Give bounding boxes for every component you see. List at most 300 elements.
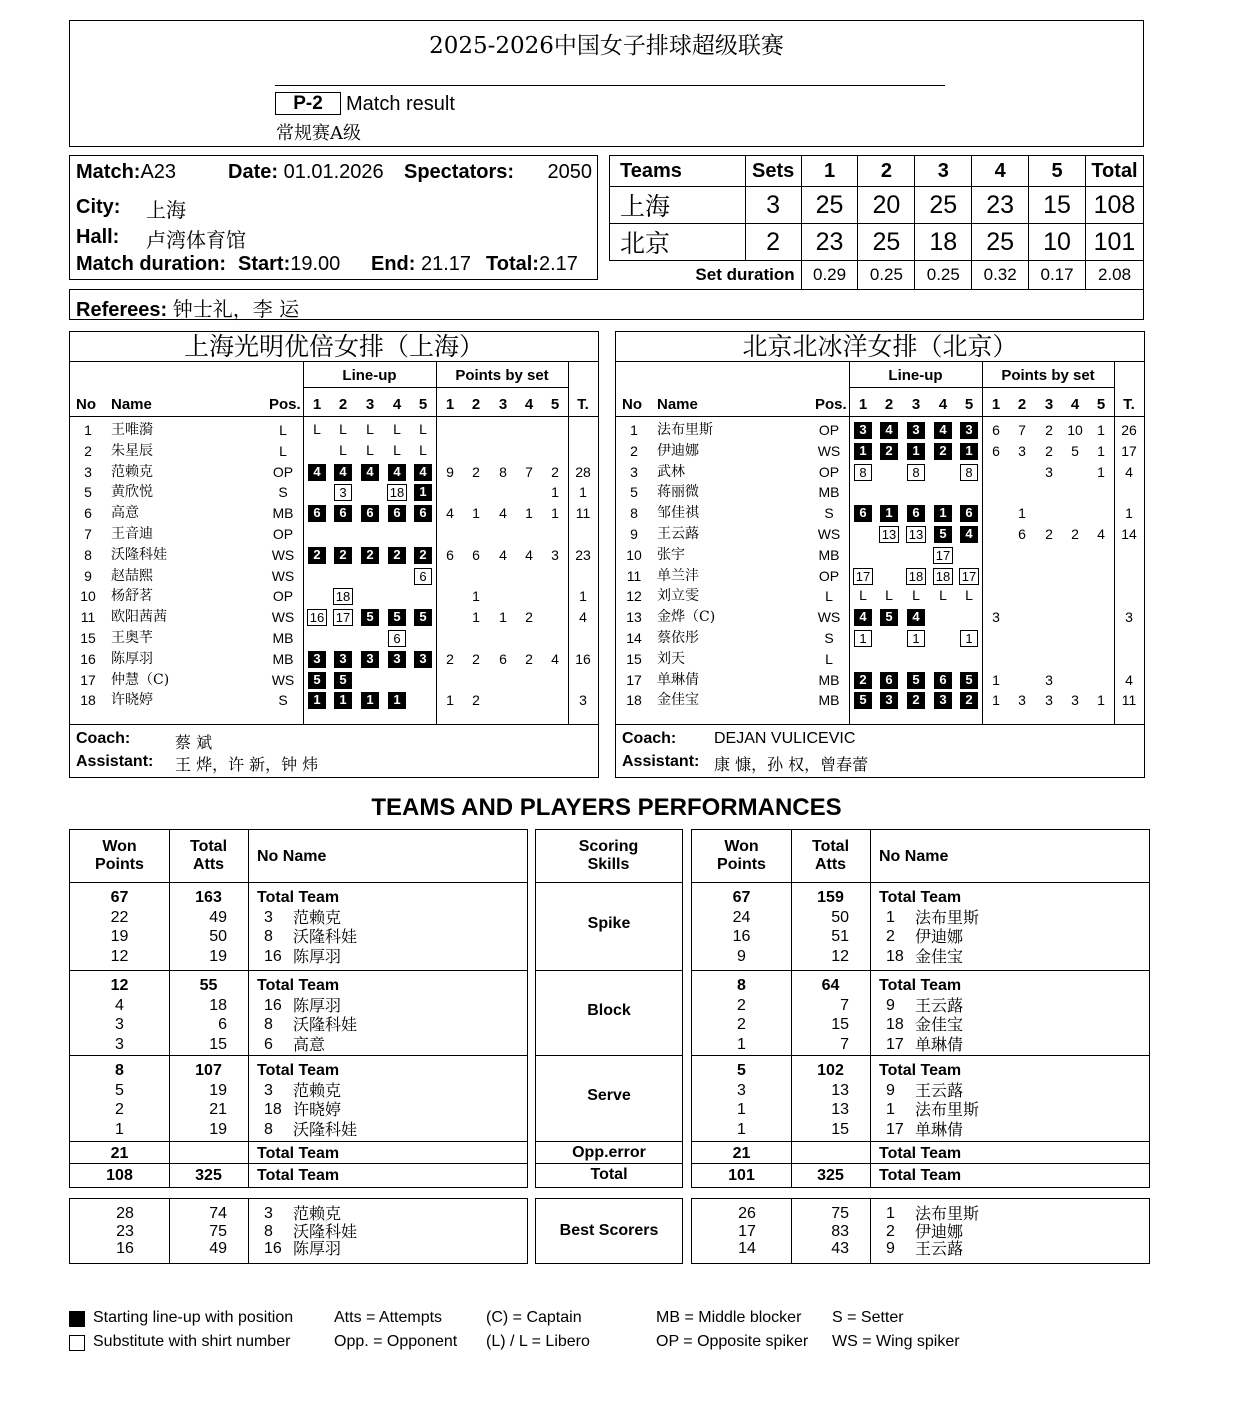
lineup-set-2: 13: [879, 526, 899, 543]
set-1-header: 1: [801, 156, 858, 187]
best-points: 23: [116, 1222, 134, 1240]
best-atts: 43: [831, 1240, 849, 1257]
player-position: S: [824, 630, 834, 646]
best-atts: 75: [209, 1222, 227, 1240]
name-header: No Name: [257, 848, 327, 865]
player-number: 18: [626, 692, 642, 709]
player-number: 3: [630, 463, 638, 480]
total-team-label: Total Team: [879, 977, 962, 994]
player-number: 17: [80, 671, 96, 688]
points-total: 26: [1121, 422, 1137, 438]
lineup-set-1: 3: [854, 422, 872, 439]
skills-table: [535, 829, 683, 1188]
lineup-set-3: 2: [907, 692, 925, 709]
points-set-4: 4: [525, 546, 533, 563]
player-position: L: [279, 422, 287, 438]
home-set-5: 15: [1029, 187, 1086, 224]
lineup-set-2: 2: [334, 547, 352, 564]
lineup-set-4: 17: [933, 547, 953, 564]
player-number: 14: [626, 630, 642, 646]
best-atts: 49: [209, 1240, 227, 1257]
row-rule: [536, 1163, 682, 1164]
lineup-set-2: 3: [880, 692, 898, 709]
row-rule: [536, 1141, 682, 1142]
player-position: S: [824, 505, 834, 522]
points-set-5: 1: [1097, 422, 1105, 438]
row-rule: [692, 1055, 1149, 1056]
lineup-set-4: 4: [388, 464, 406, 481]
lineup-set-1-header: 1: [312, 396, 322, 413]
perf-player-number: 17: [886, 1035, 904, 1053]
player-name: 高意: [111, 505, 139, 522]
legend-captain: (C) = Captain: [486, 1309, 582, 1326]
assistant-names: 王 烨，许 新，钟 炜: [175, 755, 319, 774]
referees-names: 钟士礼，李 运: [172, 297, 300, 321]
points-set-3: 1: [499, 609, 507, 626]
total-atts: 163: [195, 889, 222, 906]
set-5-duration: 0.17: [1029, 261, 1086, 290]
player-name: 王音迪: [111, 526, 153, 542]
away-performance-table: [691, 829, 1150, 1188]
perf-player-name: 许晓婷: [293, 1100, 342, 1119]
points-total: 4: [1125, 463, 1133, 480]
player-name: 武林: [657, 463, 685, 480]
team-title: 北京北冰洋女排（北京）: [616, 332, 1144, 362]
points-set-5: 1: [1097, 442, 1105, 459]
best-points: 16: [116, 1240, 134, 1257]
best-player-name: 伊迪娜: [915, 1221, 964, 1241]
total-atts: 64: [821, 977, 840, 994]
league-title: 2025-2026中国女子排球超级联赛: [429, 33, 784, 59]
lineup-set-5: 6: [960, 505, 978, 522]
lineup-set-2: 5: [334, 672, 352, 689]
player-position: OP: [818, 567, 840, 584]
header-rule: [616, 416, 1144, 417]
lineup-set-5: 1: [960, 443, 978, 460]
player-number: 8: [84, 546, 92, 563]
lineup-set-5-header: 5: [418, 396, 428, 413]
perf-player-number: 3: [264, 1081, 273, 1099]
header-rule: [275, 85, 945, 86]
total-atts: 13: [831, 1101, 849, 1118]
player-number: 5: [630, 484, 638, 501]
home-set-4: 23: [972, 187, 1029, 224]
match-date: 01.01.2026: [283, 161, 384, 183]
lineup-set-3: 6: [907, 505, 925, 522]
player-number: 11: [80, 609, 96, 626]
points-set-2: 1: [1018, 505, 1026, 522]
won-points: 5: [115, 1081, 124, 1099]
spectators-count: 2050: [547, 161, 592, 183]
player-position: WS: [817, 442, 841, 459]
home-team: 上海: [610, 187, 746, 224]
points-set-3-header: 3: [498, 396, 508, 413]
col-divider: [248, 830, 249, 1187]
player-number: 15: [626, 650, 642, 667]
best-atts: 74: [209, 1205, 227, 1222]
player-position: S: [278, 692, 288, 709]
points-set-4: 2: [525, 650, 533, 667]
player-name: 沃隆科娃: [111, 546, 167, 563]
points-set-2: 2: [472, 692, 480, 709]
lineup-set-1: 1: [308, 692, 326, 709]
lineup-set-2: 4: [334, 464, 352, 481]
lineup-set-3: 8: [907, 464, 925, 481]
lineup-set-1: 1: [854, 630, 872, 647]
lineup-set-3: 3: [907, 422, 925, 439]
won-points: 4: [115, 996, 124, 1014]
best-atts: 75: [831, 1205, 849, 1222]
coach-rule: [70, 724, 598, 725]
total-team-label: Total Team: [879, 1062, 962, 1079]
player-position: MB: [818, 692, 840, 709]
player-name: 王云蕗: [657, 526, 699, 542]
lineup-set-5: 8: [960, 464, 978, 481]
row-rule: [536, 1055, 682, 1056]
player-position: MB: [818, 546, 840, 563]
player-position: OP: [272, 463, 294, 480]
player-position: WS: [817, 526, 841, 542]
total-label: Total:: [486, 253, 539, 275]
lineup-set-2: 3: [334, 651, 352, 668]
set-5-header: 5: [1029, 156, 1086, 187]
points-total: 1: [579, 484, 587, 501]
date-label: Date:: [228, 161, 279, 183]
total-atts: 15: [831, 1016, 849, 1033]
player-number: 8: [630, 505, 638, 522]
lineup-set-5: 1: [414, 484, 432, 501]
points-total: 28: [575, 463, 591, 480]
lineup-set-1: 17: [853, 568, 873, 585]
perf-player-name: 法布里斯: [915, 1100, 980, 1119]
name-header: Name: [657, 396, 698, 413]
assistant-label: Assistant:: [622, 753, 700, 770]
player-position: L: [825, 588, 833, 605]
points-set-3: 6: [499, 650, 507, 667]
perf-player-number: 9: [886, 996, 895, 1014]
hall-label: Hall:: [76, 226, 120, 248]
total-atts: 55: [199, 977, 218, 994]
lineup-set-4: 6: [934, 672, 952, 689]
total-atts: 6: [218, 1016, 227, 1033]
opp-error-points: 21: [732, 1145, 751, 1162]
player-number: 18: [80, 692, 96, 709]
player-name: 单兰沣: [657, 567, 699, 584]
won-points: 3: [737, 1081, 746, 1099]
perf-player-number: 2: [886, 928, 895, 945]
perf-player-name: 王云蕗: [915, 995, 964, 1015]
lineup-set-3: 5: [907, 672, 925, 689]
points-set-5: 4: [551, 650, 559, 667]
set-1-duration: 0.29: [801, 261, 858, 290]
col-divider: [248, 1199, 249, 1263]
skill-block: Block: [587, 1001, 631, 1019]
set-2-header: 2: [858, 156, 915, 187]
coach-name: DEJAN VULICEVIC: [714, 730, 856, 747]
lineup-set-2: 3: [334, 484, 352, 501]
total-header: Total: [1085, 156, 1143, 187]
total-atts: 107: [195, 1062, 222, 1079]
coach-rule: [616, 724, 1144, 725]
set-4-header: 4: [972, 156, 1029, 187]
lineup-set-3: L: [912, 587, 920, 604]
won-points: 1: [737, 1035, 746, 1053]
points-set-1: 2: [446, 650, 454, 667]
points-set-3: 2: [1045, 526, 1053, 542]
lineup-set-4: 6: [388, 505, 406, 522]
city-value: 上海: [146, 198, 186, 222]
best-points: 26: [738, 1205, 756, 1222]
lineup-set-4-header: 4: [938, 396, 948, 413]
lineup-set-4: 1: [934, 505, 952, 522]
points-total: 23: [575, 546, 591, 563]
set-3-duration: 0.25: [915, 261, 972, 290]
assistant-names: 康 慷，孙 权，曾春蕾: [714, 755, 869, 774]
total-team-label: Total Team: [257, 889, 340, 906]
skill-spike: Spike: [587, 915, 631, 932]
col-divider: [870, 1199, 871, 1263]
lineup-set-4: L: [939, 587, 947, 604]
lineup-set-5: 4: [414, 464, 432, 481]
points-total: 3: [1125, 609, 1133, 626]
name-header: No Name: [879, 848, 949, 865]
away-sets: 2: [745, 224, 801, 261]
won-points: 5: [737, 1062, 746, 1079]
points-set-1-header: 1: [445, 396, 455, 413]
lineup-set-5: 17: [959, 568, 979, 585]
player-number: 11: [626, 567, 642, 584]
won-points: 2: [737, 996, 746, 1014]
col-divider: [870, 830, 871, 1187]
lineup-set-4: 3: [934, 692, 952, 709]
player-number: 9: [84, 567, 92, 584]
perf-player-number: 18: [886, 1016, 904, 1033]
perf-player-number: 8: [264, 928, 273, 945]
lineup-set-4: 5: [388, 609, 406, 626]
best-scorers-label-box: [535, 1198, 683, 1264]
legend-setter: S = Setter: [832, 1309, 904, 1326]
perf-player-name: 单琳倩: [915, 1119, 964, 1139]
total-label: Total Team: [879, 1167, 962, 1184]
set-3-header: 3: [915, 156, 972, 187]
perf-player-name: 范赖克: [293, 907, 342, 927]
player-number: 6: [84, 505, 92, 522]
best-player-name: 沃隆科娃: [293, 1221, 358, 1241]
total-atts: 21: [209, 1101, 227, 1118]
player-name: 王唯漪: [111, 422, 153, 438]
skill-serve: Serve: [587, 1087, 631, 1104]
points-set-2: 1: [472, 588, 480, 605]
lineup-set-4: 18: [387, 484, 407, 501]
lineup-set-2: 6: [880, 672, 898, 689]
player-number: 10: [626, 546, 642, 563]
won-header-1: Won: [724, 838, 759, 855]
total-atts: 102: [817, 1062, 844, 1079]
player-name: 金佳宝: [657, 692, 699, 709]
lineup-set-2: 1: [334, 692, 352, 709]
player-name: 朱星辰: [111, 442, 153, 459]
starting-square-icon: [69, 1311, 85, 1327]
player-name: 单琳倩: [657, 671, 699, 688]
player-position: WS: [817, 609, 841, 626]
best-player-name: 范赖克: [293, 1204, 342, 1223]
total-attempts: 325: [195, 1167, 222, 1184]
player-name: 蔡依彤: [657, 630, 699, 646]
points-set-3: 4: [499, 505, 507, 522]
player-number: 10: [80, 588, 96, 605]
total-atts: 159: [817, 889, 844, 906]
perf-player-number: 16: [264, 947, 282, 965]
legend-atts: Atts = Attempts: [334, 1309, 443, 1326]
points-set-4: 2: [1071, 526, 1079, 542]
player-name: 杨舒茗: [111, 588, 153, 605]
points-total: 4: [1125, 671, 1133, 688]
lineup-set-2: 17: [333, 609, 353, 626]
perf-player-number: 16: [264, 996, 282, 1014]
points-set-3: 4: [499, 546, 507, 563]
total-atts: 19: [209, 947, 227, 965]
lineup-set-3: 13: [906, 526, 926, 543]
points-total: 1: [579, 588, 587, 605]
points-set-1-header: 1: [991, 396, 1001, 413]
lineup-set-3: 3: [361, 651, 379, 668]
lineup-set-3: 6: [361, 505, 379, 522]
perf-player-name: 陈厚羽: [293, 946, 342, 966]
phase: 常规赛A级: [276, 123, 361, 144]
points-set-4: 5: [1071, 442, 1079, 459]
perf-player-name: 沃隆科娃: [293, 1119, 358, 1139]
total-atts: 18: [209, 996, 227, 1014]
player-position: MB: [272, 505, 294, 522]
team-title: 上海光明优倍女排（上海）: [70, 332, 598, 362]
row-rule: [692, 882, 1149, 883]
points-set-1: 4: [446, 505, 454, 522]
points-set-5: 2: [551, 463, 559, 480]
points-set-5: 1: [1097, 692, 1105, 709]
player-number: 9: [630, 526, 638, 542]
lineup-set-3: 1: [907, 443, 925, 460]
lineup-set-2-header: 2: [884, 396, 894, 413]
start-label: Start:: [238, 253, 291, 275]
points-set-5: 3: [551, 546, 559, 563]
perf-player-number: 1: [886, 908, 895, 926]
best-player-name: 法布里斯: [915, 1204, 980, 1223]
atts-header-1: Total: [811, 838, 850, 855]
teams-header: Teams: [610, 156, 746, 187]
atts-header-2: Atts: [192, 856, 225, 873]
points-set-5: 1: [551, 484, 559, 501]
points-set-4: 1: [525, 505, 533, 522]
player-position: L: [279, 442, 287, 459]
points-total-header: T.: [1123, 396, 1135, 413]
total-atts: 50: [209, 928, 227, 945]
city-label: City:: [76, 196, 121, 218]
legend-ws: WS = Wing spiker: [832, 1333, 960, 1350]
no-header: No: [76, 396, 96, 413]
player-name: 刘立雯: [657, 588, 699, 605]
won-points: 9: [737, 947, 746, 965]
name-header: Name: [111, 396, 152, 413]
won-points: 67: [732, 889, 751, 906]
won-points: 24: [732, 908, 751, 926]
lineup-set-5: L: [419, 441, 427, 458]
lineup-set-3: 1: [361, 692, 379, 709]
points-total: 17: [1121, 442, 1137, 459]
best-player-number: 1: [886, 1205, 895, 1222]
total-team-label: Total Team: [879, 889, 962, 906]
won-points: 12: [110, 977, 129, 994]
lineup-set-5: 1: [960, 630, 978, 647]
points-set-3-header: 3: [1044, 396, 1054, 413]
coach-label: Coach:: [76, 730, 131, 747]
best-player-number: 2: [886, 1222, 895, 1240]
lineup-set-3: L: [366, 441, 374, 458]
spectators-label: Spectators:: [404, 161, 515, 183]
lineup-set-1: L: [313, 421, 321, 437]
won-points: 8: [115, 1062, 124, 1079]
points-set-1: 1: [446, 692, 454, 709]
lineup-set-5: 4: [960, 526, 978, 543]
player-position: OP: [818, 422, 840, 438]
points-total: 14: [1121, 526, 1137, 542]
won-header-2: Points: [717, 856, 766, 873]
points-set-3: 8: [499, 463, 507, 480]
lineup-set-2: L: [339, 441, 347, 458]
lineup-set-1: 2: [854, 672, 872, 689]
won-header-1: Won: [102, 838, 137, 855]
lineup-set-5: 3: [960, 422, 978, 439]
start-time: 19.00: [290, 253, 341, 275]
total-points: 101: [728, 1167, 755, 1184]
row-rule: [70, 1141, 527, 1142]
points-set-1: 9: [446, 463, 454, 480]
perf-player-number: 18: [264, 1101, 282, 1118]
legend-substitute: Substitute with shirt number: [93, 1333, 291, 1350]
legend: [69, 1309, 1069, 1359]
perf-player-number: 8: [264, 1016, 273, 1033]
won-points: 2: [115, 1101, 124, 1118]
points-set-2: 6: [1018, 526, 1026, 542]
player-position: MB: [272, 630, 294, 646]
lineup-set-1: 8: [854, 464, 872, 481]
lineup-set-4: 18: [933, 568, 953, 585]
lineup-set-2: 4: [880, 422, 898, 439]
result-table: [609, 155, 1144, 290]
row-rule: [70, 882, 527, 883]
report-title: Match result: [346, 93, 455, 115]
lineup-set-5: 6: [414, 568, 432, 585]
points-set-1: 6: [992, 422, 1000, 438]
home-set-2: 20: [858, 187, 915, 224]
substitute-square-icon: [69, 1335, 85, 1351]
lineup-set-4: 5: [934, 526, 952, 543]
points-header: Points by set: [1001, 367, 1095, 384]
best-player-number: 8: [264, 1222, 273, 1240]
home-best-scorers: [69, 1198, 528, 1264]
perf-player-name: 沃隆科娃: [293, 927, 358, 946]
perf-player-number: 9: [886, 1081, 895, 1099]
away-set-3: 18: [915, 224, 972, 261]
best-points: 28: [116, 1205, 134, 1222]
set-2-duration: 0.25: [858, 261, 915, 290]
perf-player-number: 17: [886, 1120, 904, 1138]
total-atts: 7: [840, 996, 849, 1014]
points-set-2: 7: [1018, 422, 1026, 438]
atts-header-1: Total: [189, 838, 228, 855]
best-player-number: 3: [264, 1205, 273, 1222]
player-position: WS: [271, 671, 295, 688]
row-rule: [692, 1141, 1149, 1142]
